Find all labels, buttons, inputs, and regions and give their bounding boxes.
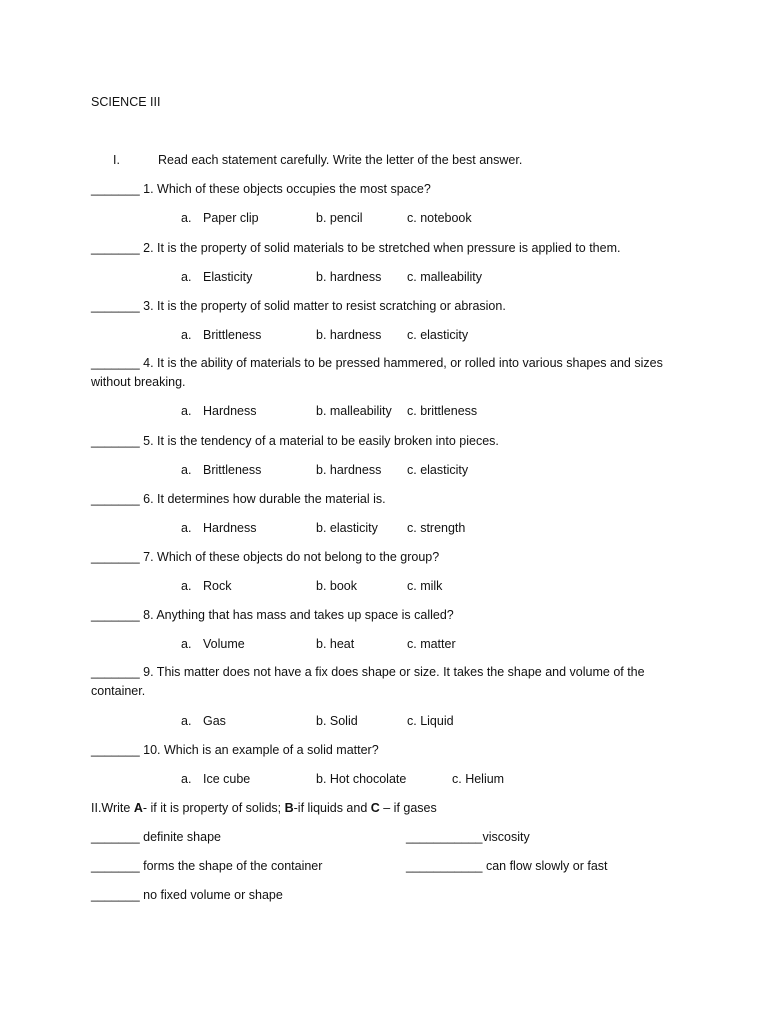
option-letter: a. xyxy=(181,270,192,284)
option-a: Rock xyxy=(203,579,232,593)
option-a: Hardness xyxy=(203,521,257,535)
option-a: Paper clip xyxy=(203,211,259,225)
option-c: c. Liquid xyxy=(407,714,454,728)
option-a: Hardness xyxy=(203,404,257,418)
question-10-stem: _______ 10. Which is an example of a solid matter? xyxy=(91,743,379,757)
option-a: Ice cube xyxy=(203,772,251,786)
question-6-stem: _______ 6. It determines how durable the material is. xyxy=(91,492,386,506)
option-letter: a. xyxy=(181,637,192,651)
option-b: b. pencil xyxy=(316,211,363,225)
question-8-stem: _______ 8. Anything that has mass and takes up space is called? xyxy=(91,608,454,622)
option-c: c. elasticity xyxy=(407,328,469,342)
question-5-stem: _______ 5. It is the tendency of a material to be easily broken into pieces. xyxy=(91,434,499,448)
option-letter: a. xyxy=(181,211,192,225)
part2-item-no-fixed: _______ no fixed volume or shape xyxy=(91,888,283,902)
option-a: Brittleness xyxy=(203,328,262,342)
option-c: c. notebook xyxy=(407,211,472,225)
option-c: c. milk xyxy=(407,579,443,593)
letter-c: C xyxy=(370,801,380,815)
question-3-stem: _______ 3. It is the property of solid matter to resist scratching or abrasion. xyxy=(91,299,506,313)
option-b: b. Hot chocolate xyxy=(316,772,407,786)
option-letter: a. xyxy=(181,772,192,786)
question-9-stem: _______ 9. This matter does not have a fix does shape or size. It takes the shape and volume of the container. xyxy=(91,665,645,698)
part2-item-viscosity: ___________viscosity xyxy=(406,830,530,844)
option-letter: a. xyxy=(181,714,192,728)
part1-number: I. xyxy=(113,153,120,167)
question-2-stem: _______ 2. It is the property of solid materials to be stretched when pressure is applied to them. xyxy=(91,241,621,255)
option-a: Brittleness xyxy=(203,463,262,477)
question-7-stem: _______ 7. Which of these objects do not belong to the group? xyxy=(91,550,440,564)
option-letter: a. xyxy=(181,463,192,477)
option-b: b. hardness xyxy=(316,463,382,477)
option-a: Elasticity xyxy=(203,270,253,284)
option-b: b. hardness xyxy=(316,270,382,284)
option-letter: a. xyxy=(181,521,192,535)
option-a: Gas xyxy=(203,714,226,728)
letter-b-text: -if liquids and xyxy=(293,801,371,815)
letter-c-text: – if gases xyxy=(379,801,437,815)
worksheet-title: SCIENCE III xyxy=(91,95,161,109)
option-c: c. elasticity xyxy=(407,463,469,477)
option-letter: a. xyxy=(181,579,192,593)
option-b: b. elasticity xyxy=(316,521,378,535)
question-1-stem: _______ 1. Which of these objects occupies the most space? xyxy=(91,182,431,196)
part2-item-flow: ___________ can flow slowly or fast xyxy=(406,859,608,873)
option-a: Volume xyxy=(203,637,245,651)
option-c: c. Helium xyxy=(452,772,505,786)
option-b: b. malleability xyxy=(316,404,392,418)
option-b: b. heat xyxy=(316,637,355,651)
option-c: c. matter xyxy=(407,637,456,651)
letter-b: B xyxy=(284,801,294,815)
option-c: c. strength xyxy=(407,521,466,535)
option-c: c. malleability xyxy=(407,270,483,284)
question-4-stem: _______ 4. It is the ability of materials to be pressed hammered, or rolled into various shapes and sizes without breaking. xyxy=(91,356,663,389)
letter-a-text: - if it is property of solids; xyxy=(142,801,285,815)
part2-instruction xyxy=(91,802,437,815)
option-b: b. book xyxy=(316,579,358,593)
option-b: b. hardness xyxy=(316,328,382,342)
part1-instruction: Read each statement carefully. Write the letter of the best answer. xyxy=(158,153,523,167)
part2-item-definite-shape: _______ definite shape xyxy=(91,830,221,844)
option-c: c. brittleness xyxy=(407,404,478,418)
option-letter: a. xyxy=(181,404,192,418)
letter-a: A xyxy=(133,801,143,815)
part2-item-forms-shape: _______ forms the shape of the container xyxy=(91,859,323,873)
option-b: b. Solid xyxy=(316,714,358,728)
part2-prefix: II.Write xyxy=(91,801,134,815)
option-letter: a. xyxy=(181,328,192,342)
